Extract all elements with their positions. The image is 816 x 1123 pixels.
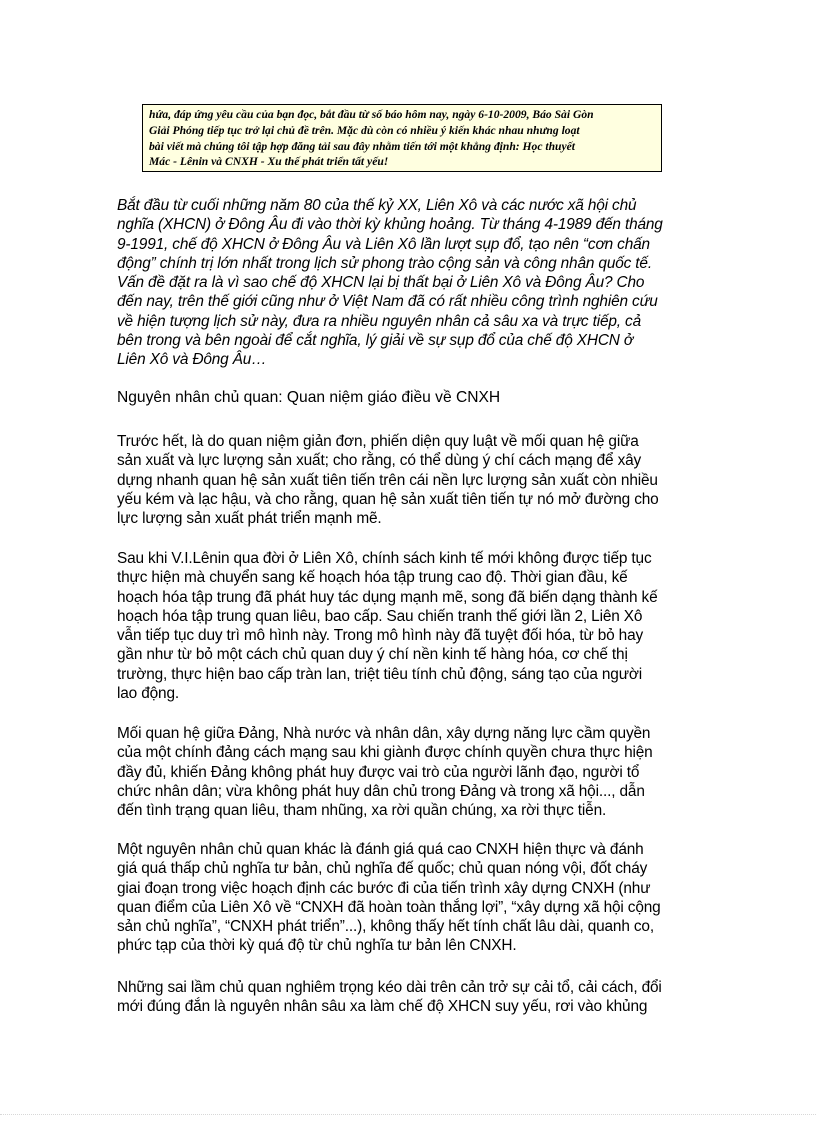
paragraph-line: Sau khi V.I.Lênin qua đời ở Liên Xô, chính sách kinh tế mới không được tiếp tục — [117, 550, 652, 567]
body-paragraph-4 — [117, 840, 717, 956]
paragraph-line: lực lượng sản xuất phát triển mạnh mẽ. — [117, 510, 382, 528]
paragraph-line: Trước hết, là do quan niệm giản đơn, phiến diện quy luật về mối quan hệ giữa — [117, 433, 639, 450]
callout-line: bài viết mà chúng tôi tập hợp đăng tải sau đây nhằm tiến tới một khẳng định: Học thuyết — [149, 139, 576, 153]
body-paragraph-1 — [117, 432, 717, 528]
paragraph-line: đầy đủ, khiến Đảng không phát huy được vai trò của người lãnh đạo, người tổ — [117, 763, 640, 781]
intro-line: động” chính trị lớn nhất trong lịch sử phong trào cộng sản và công nhân quốc tế. — [117, 254, 652, 272]
paragraph-line: gần như từ bỏ một cách chủ quan duy ý chí nền kinh tế hàng hóa, cơ chế thị — [117, 646, 628, 664]
paragraph-line: yếu kém và lạc hậu, và cho rằng, quan hệ sản xuất tiên tiến tự nó mở đường cho — [117, 490, 659, 508]
callout-line: Mác - Lênin và CNXH - Xu thế phát triển tất yếu! — [149, 155, 389, 169]
body-paragraph-5 — [117, 978, 717, 1017]
callout-line: Giải Phóng tiếp tục trở lại chủ đề trên. Mặc dù còn có nhiều ý kiến khác nhau nhưng loạt — [149, 123, 580, 137]
paragraph-line: Mối quan hệ giữa Đảng, Nhà nước và nhân dân, xây dựng năng lực cầm quyền — [117, 725, 651, 742]
body-paragraph-2 — [117, 549, 717, 703]
intro-line: đến nay, trên thế giới cũng như ở Việt Nam đã có rất nhiều công trình nghiên cứu — [117, 293, 658, 311]
paragraph-line: sản chủ nghĩa”, “CNXH phát triển”...), không thấy hết tính chất lâu dài, quanh co, — [117, 918, 654, 936]
paragraph-line: chức nhân dân; vừa không phát huy dân chủ trong Đảng và trong xã hội..., dẫn — [117, 782, 645, 800]
intro-line: bên trong và bên ngoài để cắt nghĩa, lý giải về sự sụp đổ của chế độ XHCN ở — [117, 332, 634, 350]
paragraph-line: thực hiện mà chuyển sang kế hoạch hóa tập trung cao độ. Thời gian đầu, kế — [117, 569, 628, 587]
paragraph-line: đến tình trạng quan liêu, tham nhũng, xa rời quần chúng, xa rời thực tiễn. — [117, 802, 607, 820]
paragraph-line: giá quá thấp chủ nghĩa tư bản, chủ nghĩa đế quốc; chủ quan nóng vội, đốt cháy — [117, 860, 648, 878]
paragraph-line: giai đoạn trong việc hoạch định các bước đi của tiến trình xây dựng CNXH (như — [117, 879, 651, 897]
paragraph-line: phức tạp của thời kỳ quá độ từ chủ nghĩa tư bản lên CNXH. — [117, 937, 517, 955]
paragraph-line: hoạch hóa tập trung quan liêu, bao cấp. Sau chiến tranh thế giới lần 2, Liên Xô — [117, 607, 643, 625]
page-bottom-divider — [0, 1114, 816, 1115]
intro-paragraph — [117, 196, 717, 370]
intro-line: Bắt đầu từ cuối những năm 80 của thế kỷ XX, Liên Xô và các nước xã hội chủ — [117, 197, 637, 214]
paragraph-line: vẫn tiếp tục duy trì mô hình này. Trong mô hình này đã tuyệt đối hóa, từ bỏ hay — [117, 627, 644, 645]
intro-line: Vấn đề đặt ra là vì sao chế độ XHCN lại bị thất bại ở Liên Xô và Đông Âu? Cho — [117, 274, 645, 292]
paragraph-line: Những sai lầm chủ quan nghiêm trọng kéo dài trên cản trở sự cải tổ, cải cách, đổi — [117, 979, 662, 996]
paragraph-line: trường, thực hiện bao cấp tràn lan, triệt tiêu tính chủ động, sáng tạo của người — [117, 665, 643, 683]
paragraph-line: lao động. — [117, 685, 179, 703]
section-heading: Nguyên nhân chủ quan: Quan niệm giáo điều về CNXH — [117, 389, 501, 406]
intro-line: Liên Xô và Đông Âu… — [117, 351, 267, 369]
paragraph-line: quan điểm của Liên Xô về “CNXH đã hoàn toàn thắng lợi”, “xây dựng xã hội cộng — [117, 898, 661, 916]
intro-line: nghĩa (XHCN) ở Đông Âu đi vào thời kỳ khủng hoảng. Từ tháng 4-1989 đến tháng — [117, 216, 663, 234]
body-paragraph-3 — [117, 724, 717, 820]
callout-line: hứa, đáp ứng yêu cầu của bạn đọc, bắt đầu từ số báo hôm nay, ngày 6-10-2009, Báo Sài Gòn — [149, 108, 594, 121]
intro-line: về hiện tượng lịch sử này, đưa ra nhiều nguyên nhân cả sâu xa và trực tiếp, cả — [117, 312, 642, 330]
paragraph-line: dựng nhanh quan hệ sản xuất tiên tiến trên cái nền lực lượng sản xuất còn nhiều — [117, 471, 658, 489]
paragraph-line: mới đúng đắn là nguyên nhân sâu xa làm chế độ XHCN suy yếu, rơi vào khủng — [117, 998, 648, 1016]
paragraph-line: sản xuất và lực lượng sản xuất; cho rằng, có thể dùng ý chí cách mạng để xây — [117, 452, 642, 470]
paragraph-line: hoạch hóa tập trung đã phát huy tác dụng mạnh mẽ, song đã biến dạng thành kế — [117, 588, 658, 606]
editorial-callout-box — [142, 104, 662, 172]
paragraph-line: của một chính đảng cách mạng sau khi giành được chính quyền chưa thực hiện — [117, 744, 653, 762]
intro-line: 9-1991, chế độ XHCN ở Đông Âu và Liên Xô lần lượt sụp đổ, tạo nên “cơn chấn — [117, 235, 650, 253]
paragraph-line: Một nguyên nhân chủ quan khác là đánh giá quá cao CNXH hiện thực và đánh — [117, 841, 644, 858]
